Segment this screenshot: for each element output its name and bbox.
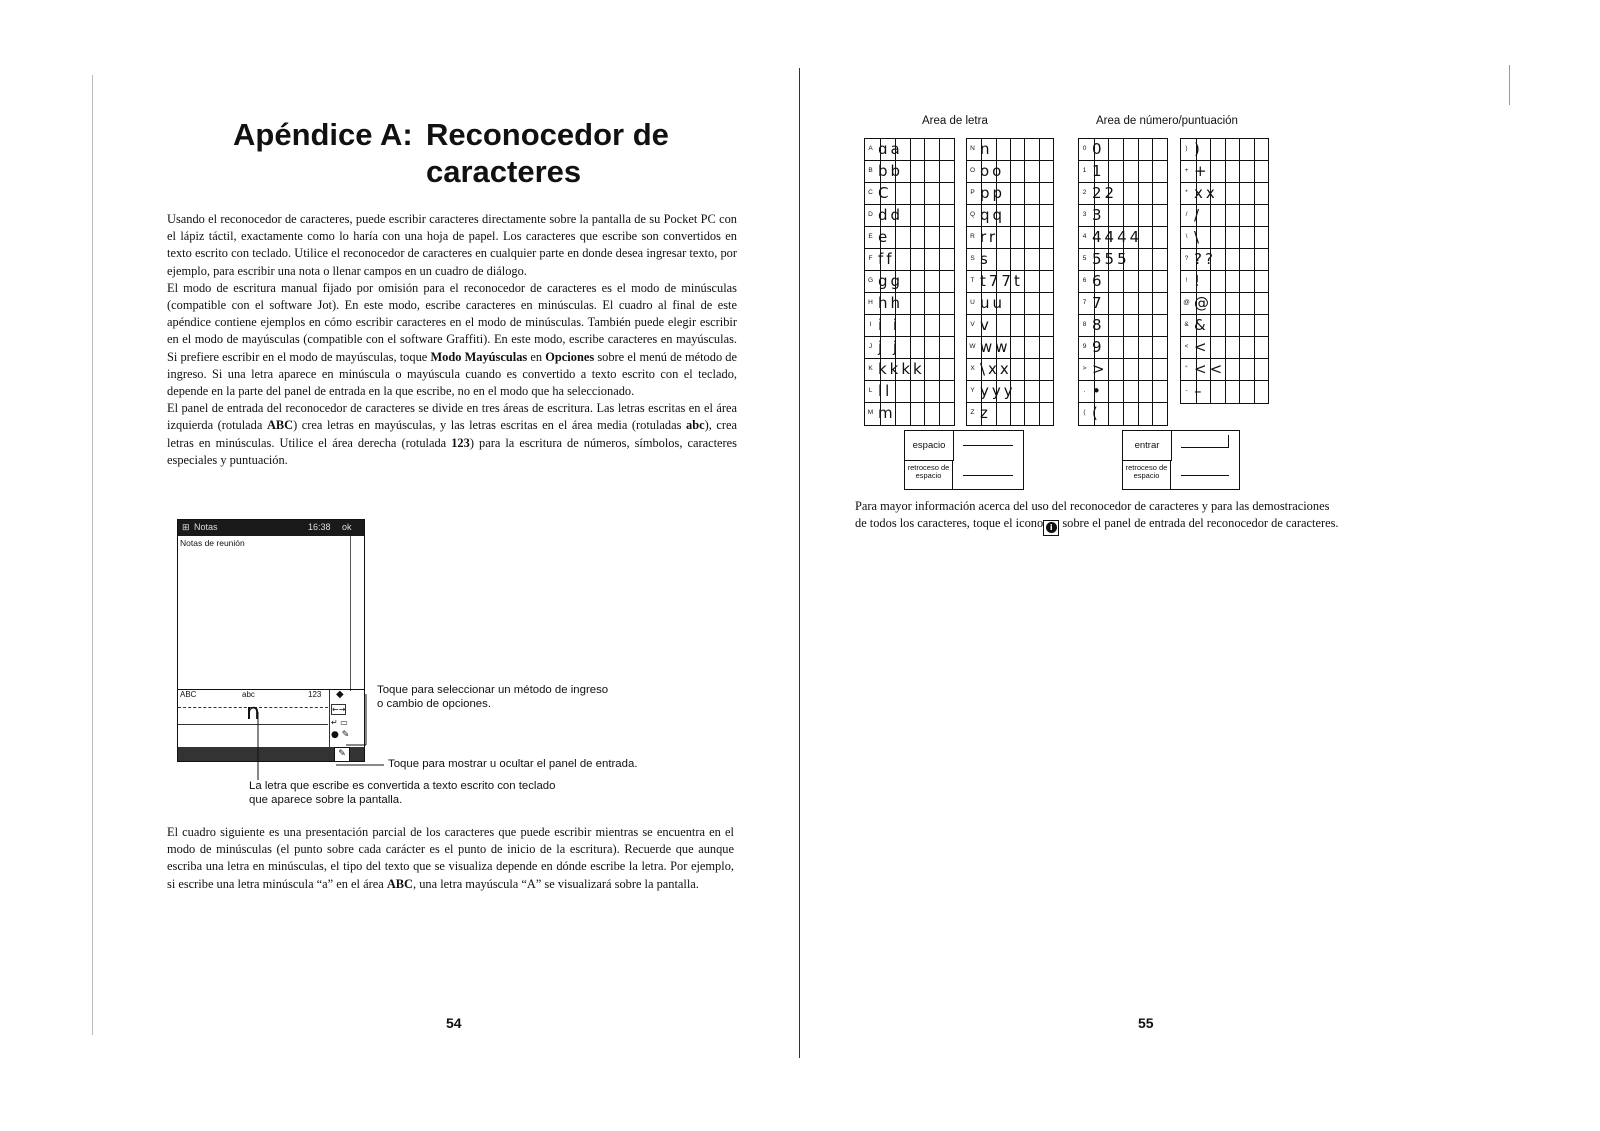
char-key: U xyxy=(970,299,975,306)
char-key: F xyxy=(868,255,873,262)
char-row xyxy=(1181,249,1268,271)
char-key: C xyxy=(868,189,873,196)
method-arrow-icon[interactable]: ◆ xyxy=(336,689,344,700)
char-key: 2 xyxy=(1082,189,1087,196)
char-strokes: 0 xyxy=(1092,140,1105,158)
char-key: N xyxy=(970,145,975,152)
char-key: ( xyxy=(1083,409,1086,416)
char-row xyxy=(1181,337,1268,359)
space-stroke xyxy=(963,445,1013,446)
char-strokes: ll xyxy=(878,382,893,400)
char-strokes: 3 xyxy=(1092,206,1105,224)
char-strokes: ff xyxy=(878,250,895,268)
callout-toggle-panel: Toque para mostrar u ocultar el panel de entrada. xyxy=(388,758,638,770)
char-key: 7 xyxy=(1082,299,1087,306)
char-key: V xyxy=(970,321,975,328)
char-key: @ xyxy=(1183,299,1190,306)
char-strokes: ɑa xyxy=(878,140,903,158)
char-key: X xyxy=(970,365,975,372)
page-number-right: 55 xyxy=(1138,1015,1154,1031)
char-key: H xyxy=(868,299,873,306)
char-grid-letters-col2 xyxy=(966,138,1054,426)
char-key: K xyxy=(868,365,873,372)
char-strokes: & xyxy=(1194,316,1209,334)
char-strokes: yyy xyxy=(980,382,1016,400)
char-key: E xyxy=(868,233,873,240)
char-strokes: C xyxy=(878,184,892,202)
char-row xyxy=(1079,183,1167,205)
char-key: & xyxy=(1184,321,1189,328)
char-row xyxy=(1079,271,1167,293)
char-row xyxy=(865,161,954,183)
char-row xyxy=(1181,271,1268,293)
char-key: J xyxy=(868,343,873,350)
char-row xyxy=(1181,161,1268,183)
char-strokes: 22 xyxy=(1092,184,1118,202)
page-title-line1: Reconocedor de xyxy=(426,117,669,152)
backspace-stroke xyxy=(963,475,1013,476)
char-strokes: 4444 xyxy=(1092,228,1143,246)
char-row xyxy=(1079,161,1167,183)
char-strokes: dd xyxy=(878,206,904,224)
char-key: 0 xyxy=(1082,145,1087,152)
char-row xyxy=(865,293,954,315)
windows-start-icon[interactable]: ⊞ xyxy=(182,522,190,532)
pda-ok-button[interactable]: ok xyxy=(342,522,352,532)
enter-stroke xyxy=(1181,447,1229,448)
pda-clock: 16:38 xyxy=(308,522,331,532)
enter-icon[interactable]: ↵ ▭ xyxy=(331,718,348,727)
char-row xyxy=(865,271,954,293)
char-key: “ xyxy=(1185,365,1188,372)
handwritten-letter: n xyxy=(246,700,260,725)
callout-input-method: Toque para seleccionar un método de ingreso o cambio de opciones. xyxy=(377,684,609,710)
char-strokes: v xyxy=(980,316,992,334)
char-row xyxy=(967,337,1053,359)
char-key: \ xyxy=(1185,233,1188,240)
number-area-label: Area de número/puntuación xyxy=(1096,115,1238,127)
char-strokes: ! xyxy=(1194,272,1204,290)
pda-app-name: Notas xyxy=(194,522,218,532)
char-key: A xyxy=(868,145,873,152)
char-row xyxy=(967,249,1053,271)
char-key: M xyxy=(867,409,874,416)
char-key: D xyxy=(868,211,873,218)
char-key: + xyxy=(1184,167,1189,174)
char-key: 4 xyxy=(1082,233,1087,240)
char-row xyxy=(1079,249,1167,271)
char-strokes: j j xyxy=(878,338,901,356)
char-key: L xyxy=(868,387,873,394)
char-strokes: ?? xyxy=(1194,250,1216,268)
char-row xyxy=(1079,359,1167,381)
char-key: I xyxy=(869,321,872,328)
recognizer-info-icon[interactable]: i xyxy=(1043,520,1059,536)
char-key: Q xyxy=(969,211,976,218)
char-row xyxy=(1181,293,1268,315)
space-label: espacio xyxy=(905,431,954,461)
zone-label-abc-upper: ABC xyxy=(180,690,197,699)
char-key: S xyxy=(970,255,975,262)
char-strokes: gg xyxy=(878,272,904,290)
char-strokes: 8 xyxy=(1092,316,1105,334)
char-strokes: bb xyxy=(878,162,904,180)
char-row xyxy=(1181,205,1268,227)
char-key: 8 xyxy=(1082,321,1087,328)
char-key: G xyxy=(867,277,874,284)
char-strokes: ww xyxy=(980,338,1011,356)
paragraph-1: Usando el reconocedor de caracteres, puede escribir caracteres directamente sobre la pantalla de su Pocket PC con el lápiz táctil, exactamente como lo haría con una hoja de papel. Los caracteres que escribe son convertidos en texto escrito con teclado. Utilice el reconocedor de caracteres en cualquier parte en donde desea ingresar texto, por ejemplo, para escribir una nota o llenar campos en un cuadro de diálogo. xyxy=(167,212,737,278)
char-key: 6 xyxy=(1082,277,1087,284)
char-strokes: < xyxy=(1194,338,1210,356)
char-key: ) xyxy=(1185,145,1188,152)
char-row xyxy=(967,271,1053,293)
char-key: 5 xyxy=(1082,255,1087,262)
char-row xyxy=(967,315,1053,337)
char-strokes: + xyxy=(1194,162,1210,180)
char-strokes: • xyxy=(1092,382,1104,400)
arrows-icon[interactable]: ←→ xyxy=(332,705,346,714)
appendix-label: Apéndice A: xyxy=(233,117,413,152)
char-key: P xyxy=(970,189,975,196)
char-strokes: oo xyxy=(980,162,1005,180)
backspace-label-2: retroceso de espacio xyxy=(1123,461,1171,489)
char-strokes: i i xyxy=(878,316,901,334)
char-key: T xyxy=(970,277,975,284)
char-strokes: 1 xyxy=(1092,162,1105,180)
char-strokes: qq xyxy=(980,206,1006,224)
char-row xyxy=(967,403,1053,424)
char-row xyxy=(1181,315,1268,337)
char-strokes: ) xyxy=(1194,140,1203,158)
char-strokes: rr xyxy=(980,228,999,246)
paragraph-2: El modo de escritura manual fijado por omisión para el reconocedor de caracteres es el modo de minúsculas (compatible con el software Jot). En este modo, escribe caracteres en minúsculas. El cuadro al final de este apéndice contiene ejemplos en cómo escribir caracteres en el modo de minúsculas. También puede elegir escribir en el modo de mayúsculas (compatible con el software Graffiti). En este modo, escribe caracteres en mayúsculas. Si prefiere escribir en el modo de mayúsculas, toque Modo Mayúsculas en Opciones sobre el menú de método de ingreso. Si una letra aparece en minúscula o mayúscula cuando es convertido a texto escrito con el teclado, depende en la parte del panel de entrada en la que escribe, no en el modo que ha seleccionado. xyxy=(167,280,737,399)
char-row xyxy=(1079,205,1167,227)
char-row xyxy=(1181,381,1268,402)
char-key: W xyxy=(969,343,976,350)
char-key: O xyxy=(969,167,976,174)
space-gesture-box xyxy=(904,430,1024,490)
char-row xyxy=(967,139,1053,161)
char-row xyxy=(1079,381,1167,403)
char-key: * xyxy=(1185,189,1188,196)
char-row xyxy=(865,227,954,249)
char-strokes: m xyxy=(878,404,896,422)
info-icon[interactable]: ● ✎ xyxy=(331,730,350,740)
char-strokes: \xx xyxy=(980,360,1012,378)
pda-document-title: Notas de reunión xyxy=(180,538,245,548)
char-key: 9 xyxy=(1082,343,1087,350)
char-strokes: xx xyxy=(1194,184,1218,202)
char-strokes: 9 xyxy=(1092,338,1105,356)
zone-label-123: 123 xyxy=(308,690,322,699)
char-row xyxy=(967,183,1053,205)
char-key: Z xyxy=(970,409,975,416)
char-strokes: @ xyxy=(1194,294,1212,312)
char-key: R xyxy=(970,233,975,240)
page-title-line2: caracteres xyxy=(426,154,582,189)
char-key: 3 xyxy=(1082,211,1087,218)
char-strokes: hh xyxy=(878,294,904,312)
char-strokes: << xyxy=(1194,360,1226,378)
char-row xyxy=(1079,337,1167,359)
char-row xyxy=(865,205,954,227)
char-row xyxy=(1079,403,1167,424)
char-key: . xyxy=(1083,387,1086,394)
char-row xyxy=(1079,315,1167,337)
backspace-stroke-2 xyxy=(1181,475,1229,476)
char-row xyxy=(967,205,1053,227)
page-number-left: 54 xyxy=(446,1015,462,1031)
char-key: Y xyxy=(970,387,975,394)
char-strokes: kkkk xyxy=(878,360,925,378)
char-strokes: / xyxy=(1194,206,1203,224)
enter-label: entrar xyxy=(1123,431,1172,461)
char-strokes: n xyxy=(980,140,993,158)
char-strokes: pp xyxy=(980,184,1006,202)
callout-converted-letter: La letra que escribe es convertida a texto escrito con teclado que aparece sobre la pantalla. xyxy=(249,780,556,806)
char-key: B xyxy=(868,167,873,174)
char-row xyxy=(865,315,954,337)
char-row xyxy=(967,381,1053,403)
char-row xyxy=(865,381,954,403)
char-row xyxy=(1181,359,1268,381)
enter-gesture-box xyxy=(1122,430,1240,490)
enter-stroke-up xyxy=(1228,435,1229,447)
char-row xyxy=(865,249,954,271)
char-key: ? xyxy=(1184,255,1189,262)
char-strokes: e xyxy=(878,228,891,246)
char-key: > xyxy=(1082,365,1087,372)
paragraph-3: El panel de entrada del reconocedor de caracteres se divide en tres áreas de escritura. Las letras escritas en el área izquierda (rotulada ABC) crea letras en mayúsculas, y las letras escritas en el área media (rotuladas abc), crea letras en minúsculas. Utilice el área derecha (rotulada 123) para la escritura de números, símbolos, caracteres especiales y puntuación. xyxy=(167,401,738,467)
char-key: < xyxy=(1184,343,1189,350)
char-grid-numbers-col xyxy=(1078,138,1168,426)
char-strokes: 7 xyxy=(1092,294,1105,312)
char-strokes: uu xyxy=(980,294,1006,312)
char-row xyxy=(1181,227,1268,249)
char-row xyxy=(1079,227,1167,249)
char-strokes: – xyxy=(1194,382,1205,400)
char-row xyxy=(1181,139,1268,161)
char-strokes: ( xyxy=(1092,404,1101,422)
char-strokes: z xyxy=(980,404,991,422)
chart-explanation: El cuadro siguiente es una presentación parcial de los caracteres que puede escribir mientras se encuentra en el modo de minúsculas (el punto sobre cada carácter es el punto de inicio de la escritura). Recuerde que aunque escriba una letra en minúsculas, el tipo del texto que se visualiza depende en dónde escribe la letra. Por ejemplo, si escribe una letra minúscula “a” en el área ABC, una letra mayúscula “A” se visualizará sobre la pantalla. xyxy=(167,825,734,891)
char-row xyxy=(967,293,1053,315)
char-row xyxy=(967,227,1053,249)
char-key: 1 xyxy=(1082,167,1087,174)
char-row xyxy=(1181,183,1268,205)
char-row xyxy=(865,183,954,205)
zone-label-abc-lower: abc xyxy=(242,690,255,699)
info-paragraph: Para mayor información acerca del uso del reconocedor de caracteres y para las demostraciones de todos los caracteres, toque el icono i sobre el panel de entrada del reconocedor de caracteres. xyxy=(855,498,1435,536)
char-key: / xyxy=(1185,211,1188,218)
char-strokes: 555 xyxy=(1092,250,1130,268)
char-key: - xyxy=(1185,387,1188,394)
char-row xyxy=(865,359,954,381)
char-row xyxy=(1079,293,1167,315)
char-row xyxy=(967,359,1053,381)
char-row xyxy=(1079,139,1167,161)
char-row xyxy=(865,139,954,161)
letter-area-label: Area de letra xyxy=(922,115,988,127)
char-strokes: s xyxy=(980,250,991,268)
char-grid-punct-col xyxy=(1180,138,1269,404)
char-row xyxy=(967,161,1053,183)
input-panel-toggle-icon[interactable]: ✎ xyxy=(334,747,350,762)
char-row xyxy=(865,403,954,424)
char-strokes: t77t xyxy=(980,272,1023,290)
char-strokes: > xyxy=(1092,360,1108,378)
char-strokes: 6 xyxy=(1092,272,1105,290)
backspace-label: retroceso de espacio xyxy=(905,461,953,489)
char-row xyxy=(865,337,954,359)
char-strokes: \ xyxy=(1194,228,1203,246)
char-grid-letters-col1 xyxy=(864,138,955,426)
char-key: ! xyxy=(1185,277,1188,284)
